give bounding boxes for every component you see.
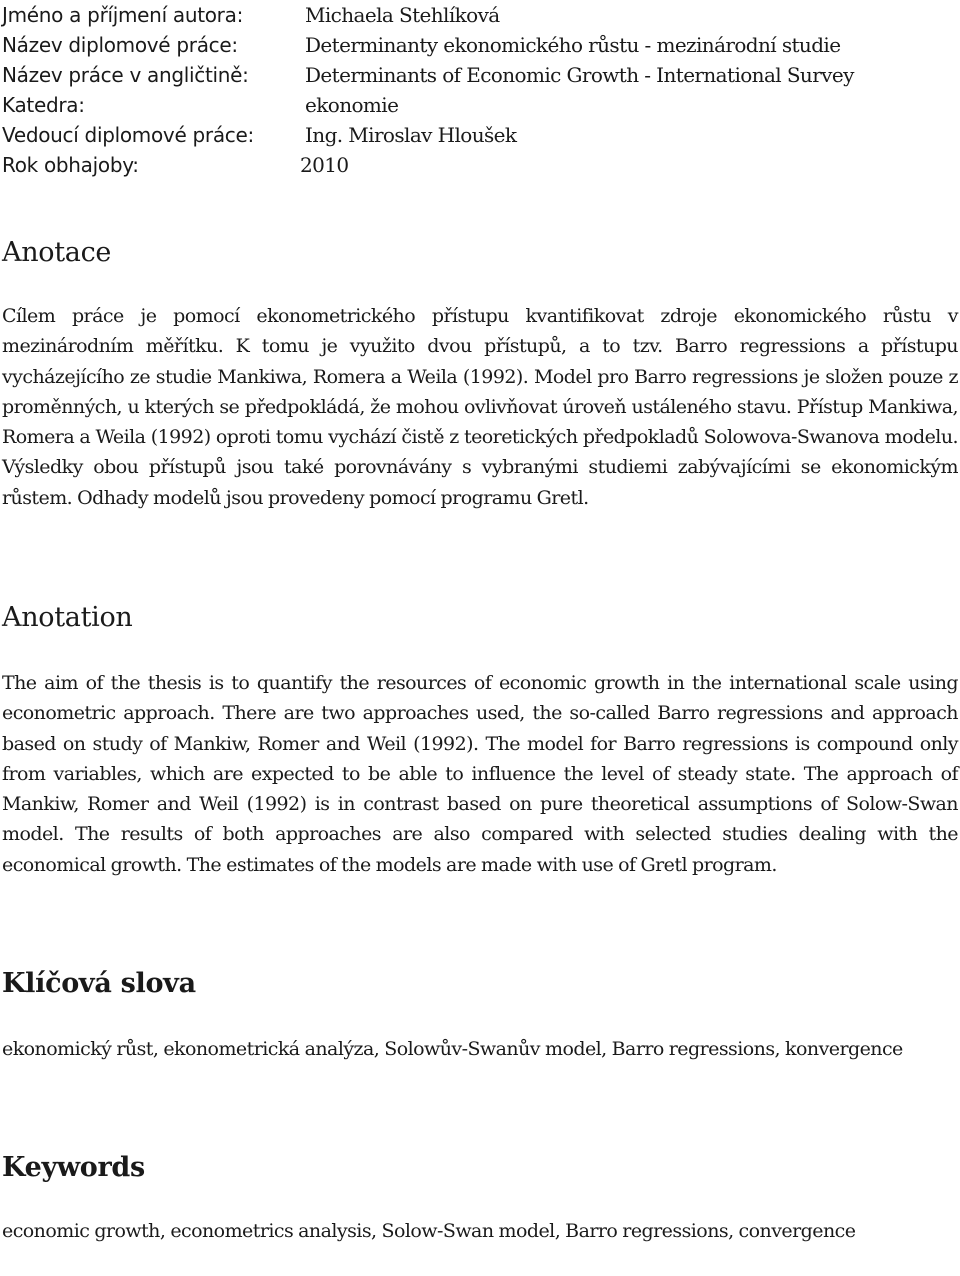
english-title-label: Název práce v angličtině: [2,63,249,87]
keywords-heading: Keywords [2,1152,145,1183]
defense-year-value: 2010 [300,153,349,177]
supervisor-label: Vedoucí diplomové práce: [2,123,254,147]
department-label: Katedra: [2,93,85,117]
anotace-heading: Anotace [2,237,112,268]
klicova-slova-heading: Klíčová slova [2,968,196,999]
anotation-paragraph: The aim of the thesis is to quantify the resources of economic growth in the international scale using econometric approach. There are two approaches used, the so-called Barro regressions and approach based on study of Mankiw, Romer and Weil (1992). The model for Barro regressions is compound only from variables, which are expected to be able to influence the level of steady state. The approach of Mankiw, Romer and Weil (1992) is in contrast based on pure theoretical assumptions of Solow-Swan model. The results of both approaches are also compared with selected studies dealing with the economical growth. The estimates of the models are made with use of Gretl program. [2,672,958,876]
metadata-row-department [2,90,952,120]
metadata-row-defense-year [2,150,952,180]
thesis-title-label: Název diplomové práce: [2,33,238,57]
thesis-metadata [2,0,952,180]
thesis-title-value: Determinanty ekonomického růstu - mezinárodní studie [305,33,841,57]
metadata-row-thesis-title [2,30,952,60]
metadata-row-author [2,0,952,30]
keywords-text: economic growth, econometrics analysis, Solow-Swan model, Barro regressions, convergence [2,1220,856,1242]
anotation-heading: Anotation [2,602,133,633]
author-value: Michaela Stehlíková [305,3,500,27]
department-value: ekonomie [305,93,399,117]
english-title-value: Determinants of Economic Growth - International Survey [305,63,854,87]
metadata-row-english-title [2,60,952,90]
anotace-paragraph: Cílem práce je pomocí ekonometrického přístupu kvantifikovat zdroje ekonomického růstu v mezinárodním měřítku. K tomu je využito dvou přístupů, a to tzv. Barro regressions a přístupu vycházejícího ze studie Mankiwa, Romera a Weila (1992). Model pro Barro regressions je složen pouze z proměnných, u kterých se předpokládá, že mohou ovlivňovat úroveň ustáleného stavu. Přístup Mankiwa, Romera a Weila (1992) oproti tomu vychází čistě z teoretických předpokladů Solowova-Swanova modelu. Výsledky obou přístupů jsou také porovnávány s vybranými studiemi zabývajícími se ekonomickým růstem. Odhady modelů jsou provedeny pomocí programu Gretl. [2,305,958,509]
author-label: Jméno a příjmení autora: [2,3,244,27]
klicova-slova-text: ekonomický růst, ekonometrická analýza, Solowův-Swanův model, Barro regressions, konvergence [2,1038,903,1060]
defense-year-label: Rok obhajoby: [2,153,139,177]
supervisor-value: Ing. Miroslav Hloušek [305,123,517,147]
metadata-row-supervisor [2,120,952,150]
